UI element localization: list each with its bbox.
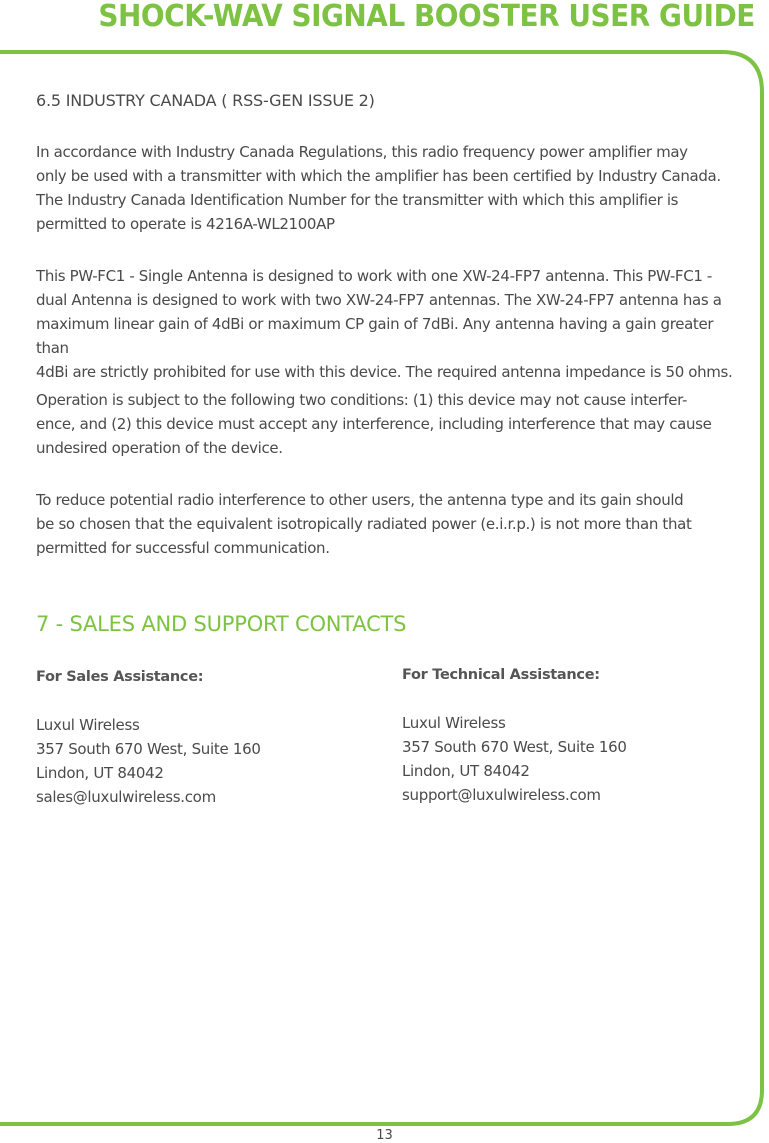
- sales-company: Luxul Wireless: [36, 716, 140, 734]
- text-line: 4dBi are strictly prohibited for use with this device. The required antenna impedance is 50 ohms.: [36, 363, 733, 381]
- text-line: This PW-FC1 - Single Antenna is designed to work with one XW-24-FP7 antenna. This PW-FC1 -: [36, 267, 712, 285]
- text-line: maximum linear gain of 4dBi or maximum CP gain of 7dBi. Any antenna having a gain greater than: [36, 315, 714, 357]
- paragraph-regulations: [36, 140, 746, 236]
- technical-email-link[interactable]: support@luxulwireless.com: [402, 786, 601, 804]
- text-line: To reduce potential radio interference to other users, the antenna type and its gain should: [36, 491, 684, 509]
- page-number: 13: [376, 1128, 393, 1143]
- technical-contact-block: [402, 663, 732, 807]
- text-line: permitted to operate is 4216A-WL2100AP: [36, 215, 335, 233]
- sales-contact-block: [36, 665, 366, 809]
- technical-address: 357 South 670 West, Suite 160: [402, 738, 627, 756]
- text-line: ence, and (2) this device must accept any interference, including interference that may cause: [36, 415, 712, 433]
- technical-city: Lindon, UT 84042: [402, 762, 530, 780]
- text-line: only be used with a transmitter with which the amplifier has been certified by Industry Canada.: [36, 167, 721, 185]
- technical-company: Luxul Wireless: [402, 714, 506, 732]
- paragraph-antenna: [36, 264, 746, 384]
- sales-city: Lindon, UT 84042: [36, 764, 164, 782]
- technical-heading: For Technical Assistance:: [402, 667, 600, 683]
- page-title: SHOCK-WAV SIGNAL BOOSTER USER GUIDE: [98, 0, 755, 34]
- text-line: undesired operation of the device.: [36, 439, 283, 457]
- text-line: In accordance with Industry Canada Regulations, this radio frequency power amplifier may: [36, 143, 688, 161]
- text-line: The Industry Canada Identification Number for the transmitter with which this amplifier is: [36, 191, 679, 209]
- section-heading-contacts: 7 - SALES AND SUPPORT CONTACTS: [36, 612, 407, 636]
- paragraph-interference: [36, 488, 746, 560]
- text-line: dual Antenna is designed to work with two XW-24-FP7 antennas. The XW-24-FP7 antenna has a: [36, 291, 722, 309]
- sales-heading: For Sales Assistance:: [36, 669, 204, 685]
- sales-email-link[interactable]: sales@luxulwireless.com: [36, 788, 216, 806]
- text-line: be so chosen that the equivalent isotropically radiated power (e.i.r.p.) is not more than that: [36, 515, 692, 533]
- sales-address: 357 South 670 West, Suite 160: [36, 740, 261, 758]
- text-line: Operation is subject to the following two conditions: (1) this device may not cause interfer-: [36, 391, 688, 409]
- paragraph-conditions: [36, 388, 746, 460]
- section-heading-industry-canada: 6.5 INDUSTRY CANADA ( RSS-GEN ISSUE 2): [36, 91, 375, 110]
- text-line: permitted for successful communication.: [36, 539, 330, 557]
